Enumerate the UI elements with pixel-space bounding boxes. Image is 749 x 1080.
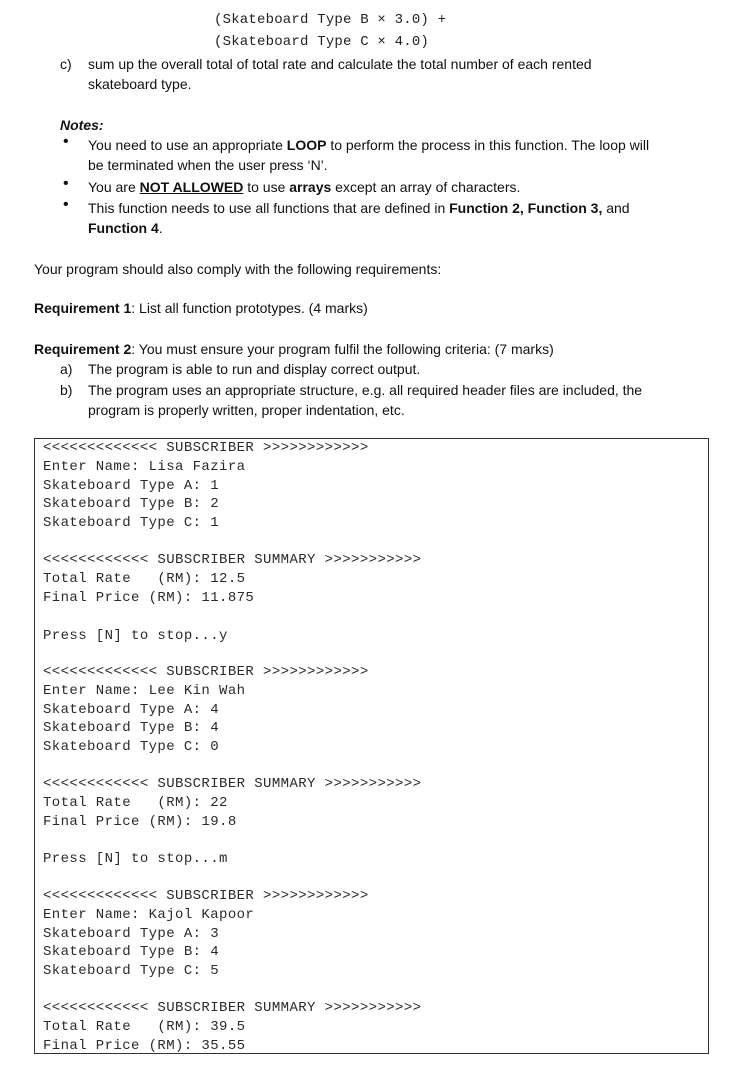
console-type-c-2: Skateboard Type C: 0: [43, 739, 220, 755]
req2-a-text: The program is able to run and display correct output.: [88, 361, 421, 377]
req2-b-line-2: program is properly written, proper indentation, etc.: [88, 402, 405, 418]
console-prompt-1: Press [N] to stop...y: [43, 628, 228, 644]
notes-bullet-2: You are NOT ALLOWED to use arrays except an array of characters.: [88, 179, 521, 195]
console-type-b-1: Skateboard Type B: 2: [43, 496, 220, 512]
req2-a-marker: a): [60, 361, 73, 377]
bullet-dot-3: •: [63, 196, 69, 213]
console-header-3: <<<<<<<<<<<<< SUBSCRIBER >>>>>>>>>>>>: [43, 888, 369, 904]
console-price-2: Final Price (RM): 19.8: [43, 814, 237, 830]
console-prompt-2: Press [N] to stop...m: [43, 851, 228, 867]
console-summary-1: <<<<<<<<<<<< SUBSCRIBER SUMMARY >>>>>>>>>>>: [43, 552, 422, 568]
formula-line-1: (Skateboard Type B × 3.0) +: [214, 12, 447, 28]
console-name-2: Enter Name: Lee Kin Wah: [43, 683, 246, 699]
console-header-1: <<<<<<<<<<<<< SUBSCRIBER >>>>>>>>>>>>: [43, 440, 369, 456]
item-c-line-1: sum up the overall total of total rate and calculate the total number of each rented: [88, 56, 592, 72]
console-price-1: Final Price (RM): 11.875: [43, 590, 255, 606]
console-type-a-1: Skateboard Type A: 1: [43, 478, 220, 494]
console-output: [34, 438, 709, 1054]
notes-bullet-1: You need to use an appropriate LOOP to perform the process in this function. The loop will: [88, 137, 650, 153]
console-header-2: <<<<<<<<<<<<< SUBSCRIBER >>>>>>>>>>>>: [43, 664, 369, 680]
console-type-a-3: Skateboard Type A: 3: [43, 926, 220, 942]
notes-heading: Notes:: [60, 117, 104, 133]
console-price-3: Final Price (RM): 35.55: [43, 1038, 246, 1054]
requirement-1: Requirement 1: List all function prototypes. (4 marks): [34, 300, 368, 316]
comply-text: Your program should also comply with the following requirements:: [34, 261, 442, 277]
console-type-b-2: Skateboard Type B: 4: [43, 720, 220, 736]
req2-b-line-1: The program uses an appropriate structure, e.g. all required header files are included, the: [88, 382, 643, 398]
console-summary-2: <<<<<<<<<<<< SUBSCRIBER SUMMARY >>>>>>>>>>>: [43, 776, 422, 792]
notes-bullet-3-line-2: Function 4.: [88, 220, 163, 236]
bullet-dot-2: •: [63, 175, 69, 192]
notes-bullet-3: This function needs to use all functions that are defined in Function 2, Function 3, and: [88, 200, 630, 216]
console-name-3: Enter Name: Kajol Kapoor: [43, 907, 255, 923]
console-summary-3: <<<<<<<<<<<< SUBSCRIBER SUMMARY >>>>>>>>>>>: [43, 1000, 422, 1016]
console-rate-2: Total Rate (RM): 22: [43, 795, 228, 811]
formula-line-2: (Skateboard Type C × 4.0): [214, 34, 430, 50]
console-name-1: Enter Name: Lisa Fazira: [43, 459, 246, 475]
req2-b-marker: b): [60, 382, 73, 398]
notes-bullet-1-line-2: be terminated when the user press ‘N’.: [88, 157, 328, 173]
requirement-2: Requirement 2: You must ensure your program fulfil the following criteria: (7 marks): [34, 341, 554, 357]
bullet-dot-1: •: [63, 133, 69, 150]
console-rate-3: Total Rate (RM): 39.5: [43, 1019, 246, 1035]
item-c-marker: c): [60, 56, 72, 72]
console-type-b-3: Skateboard Type B: 4: [43, 944, 220, 960]
console-type-a-2: Skateboard Type A: 4: [43, 702, 220, 718]
console-type-c-1: Skateboard Type C: 1: [43, 515, 220, 531]
console-type-c-3: Skateboard Type C: 5: [43, 963, 220, 979]
console-rate-1: Total Rate (RM): 12.5: [43, 571, 246, 587]
item-c-line-2: skateboard type.: [88, 76, 192, 92]
